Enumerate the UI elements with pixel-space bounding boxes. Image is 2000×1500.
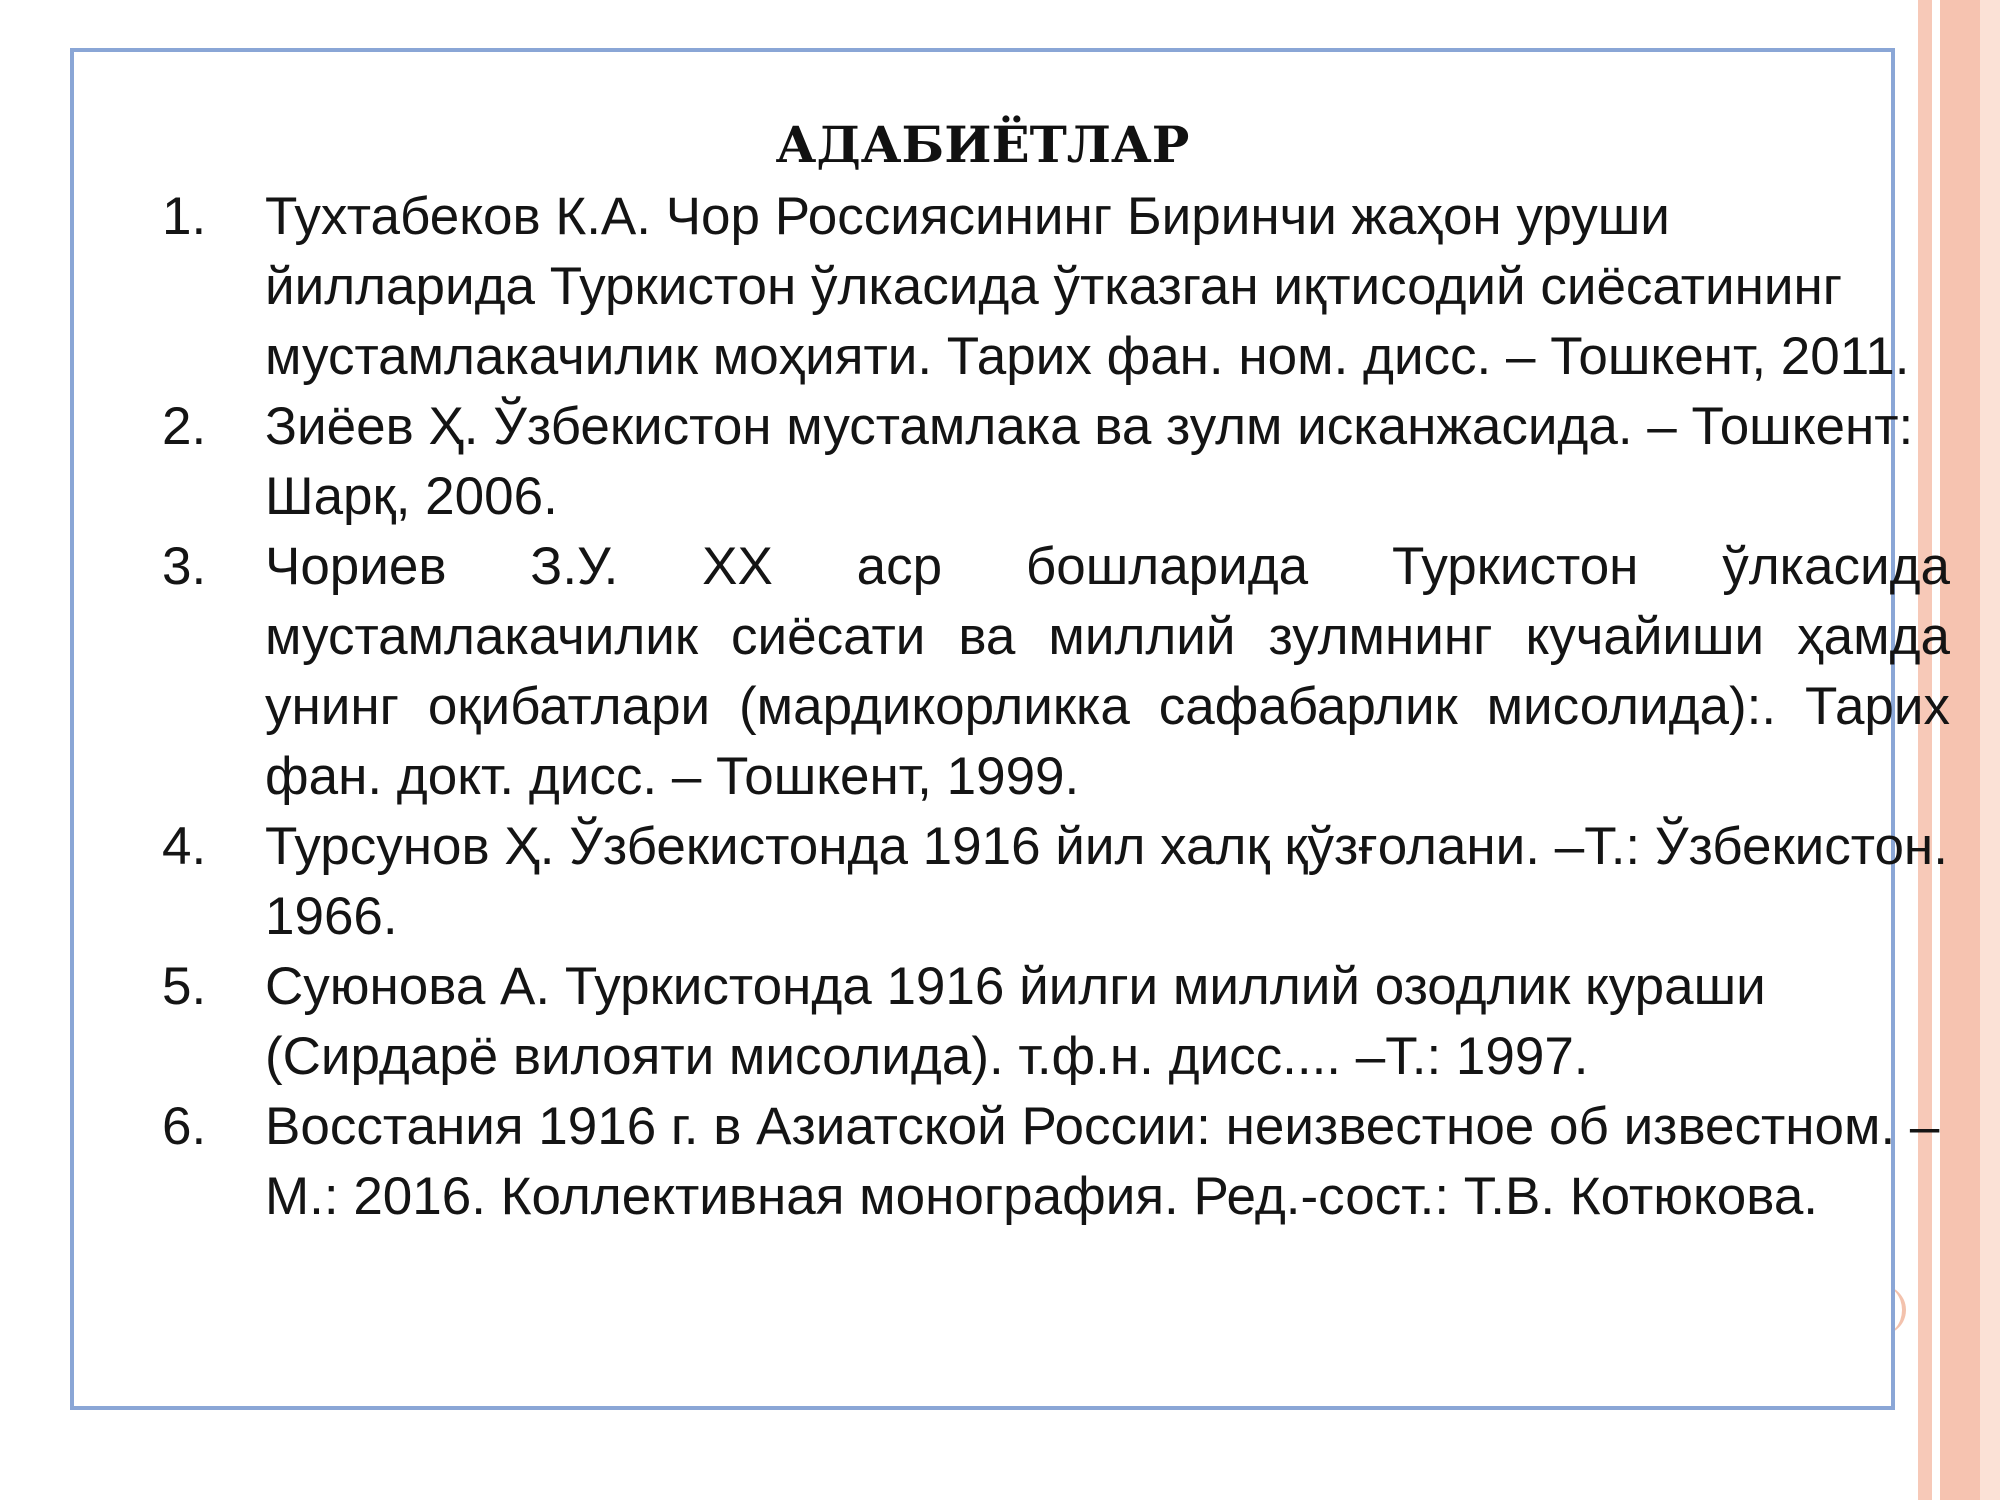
reference-item-3: [162, 532, 1950, 812]
reference-number: 1.: [162, 187, 207, 246]
reference-text: Восстания 1916 г. в Азиатской России: неизвестное об известном. –М.: 2016. Коллективная монография. Ред.-сост.: Т.В. Котюкова.: [265, 1097, 1940, 1226]
reference-number: 5.: [162, 957, 207, 1016]
reference-number: 2.: [162, 397, 207, 456]
reference-item-5: [162, 952, 1950, 1092]
decorative-stripe: [1980, 0, 2000, 1500]
page-title: АДАБИЁТЛАР: [775, 115, 1190, 174]
reference-item-6: [162, 1092, 1950, 1232]
reference-list: [162, 182, 1950, 1232]
reference-item-1: [162, 182, 1950, 392]
reference-text: Суюнова А. Туркистонда 1916 йилги миллий озодлик кураши (Сирдарё вилояти мисолида). т.ф.н. дисс.... –Т.: 1997.: [265, 957, 1766, 1086]
reference-text: Тухтабеков К.А. Чор Россиясининг Биринчи жаҳон уруши йилларида Туркистон ўлкасида ўтказган иқтисодий сиёсатининг мустамлакачилик моҳияти. Тарих фан. ном. дисс. – Тошкент, 2011.: [265, 187, 1910, 386]
reference-number: 6.: [162, 1097, 207, 1156]
reference-number: 4.: [162, 817, 207, 876]
reference-text: Зиёев Ҳ. Ўзбекистон мустамлака ва зулм исканжасида. – Тошкент: Шарқ, 2006.: [265, 397, 1914, 526]
content-frame: [70, 48, 1950, 1410]
reference-text: Чориев З.У. XX аср бошларида Туркистон ўлкасида мустамлакачилик сиёсати ва миллий зулмнинг кучайиши ҳамда унинг оқибатлари (мардикорликка сафабарлик мисолида):. Тарих фан. докт. дисс. – Тошкент, 1999.: [265, 537, 1950, 806]
reference-number: 3.: [162, 537, 207, 596]
reference-item-2: [162, 392, 1950, 532]
reference-text: Турсунов Ҳ. Ўзбекистонда 1916 йил халқ қўзғолани. –Т.: Ўзбекистон. 1966.: [265, 817, 1948, 946]
reference-item-4: [162, 812, 1950, 952]
